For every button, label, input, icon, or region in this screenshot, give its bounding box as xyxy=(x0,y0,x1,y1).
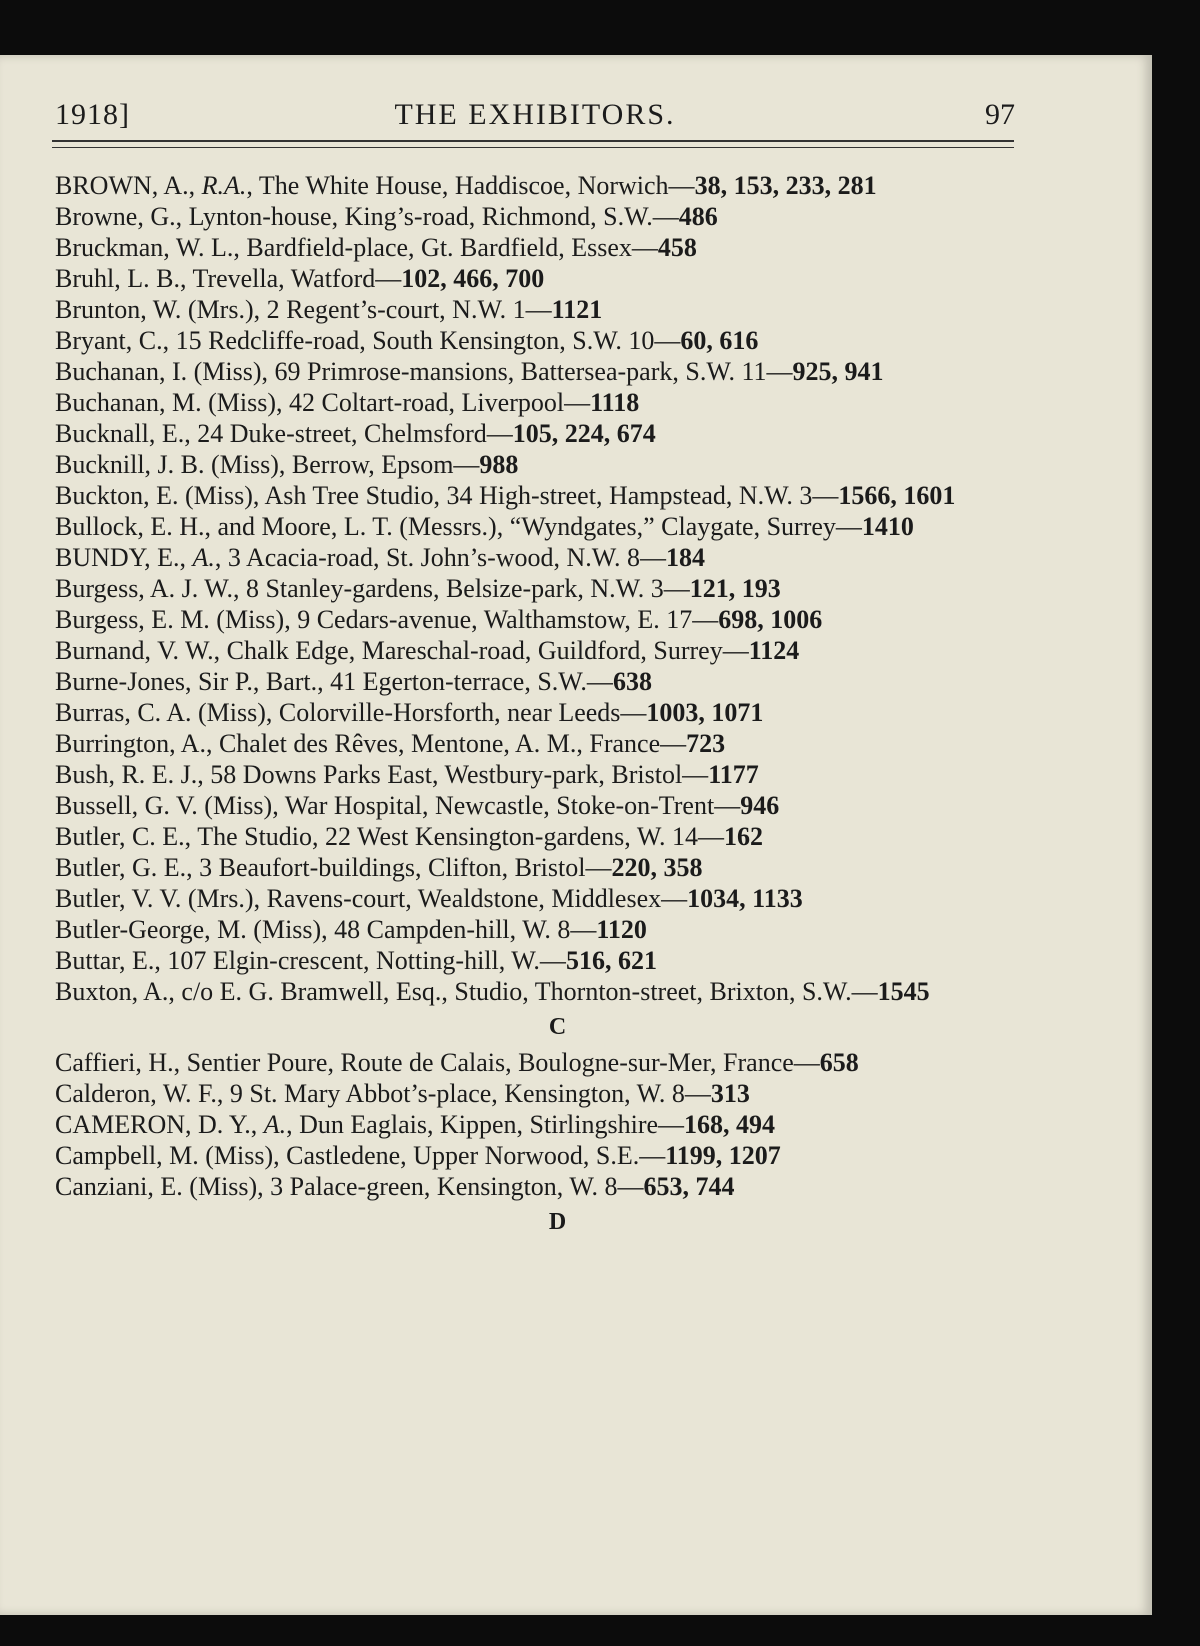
entry-catalogue-numbers: 946 xyxy=(740,791,780,820)
entry-catalogue-numbers: 925, 941 xyxy=(792,357,884,386)
exhibitor-entry xyxy=(55,511,1020,542)
entry-name: Caffieri, H., Sentier Poure, Route de Calais, Boulogne-sur-Mer, France— xyxy=(55,1048,820,1077)
entry-name: Bruckman, W. L., Bardfield-place, Gt. Bardfield, Essex— xyxy=(55,233,658,262)
entry-honour: A. xyxy=(263,1110,287,1139)
entry-catalogue-numbers: 168, 494 xyxy=(684,1110,776,1139)
entry-catalogue-numbers: 313 xyxy=(710,1079,750,1108)
exhibitor-entry xyxy=(55,821,1020,852)
entry-catalogue-numbers: 1199, 1207 xyxy=(665,1141,781,1170)
header-rule xyxy=(52,140,1014,148)
entry-catalogue-numbers: 988 xyxy=(479,450,519,479)
entry-name: Campbell, M. (Miss), Castledene, Upper Norwood, S.E.— xyxy=(55,1141,666,1170)
entry-name: Buchanan, M. (Miss), 42 Coltart-road, Liverpool— xyxy=(55,388,591,417)
exhibitor-entry xyxy=(55,480,1020,511)
entry-name: Bryant, C., 15 Redcliffe-road, South Kensington, S.W. 10— xyxy=(55,326,681,355)
entry-catalogue-numbers: 516, 621 xyxy=(565,946,657,975)
page-number: 97 xyxy=(985,98,1015,131)
entry-catalogue-numbers: 638 xyxy=(612,667,652,696)
entry-address: , Dun Eaglais, Kippen, Stirlingshire— xyxy=(286,1110,685,1139)
entry-name: Bucknill, J. B. (Miss), Berrow, Epsom— xyxy=(55,450,480,479)
entry-name: Butler-George, M. (Miss), 48 Campden-hill, W. 8— xyxy=(55,915,597,944)
entry-honour: A. xyxy=(192,543,215,572)
exhibitor-entry xyxy=(55,542,1020,573)
entry-name: Butler, C. E., The Studio, 22 West Kensington-gardens, W. 14— xyxy=(55,822,724,851)
exhibitor-entry xyxy=(55,1140,1020,1171)
running-header xyxy=(55,98,1015,142)
exhibitor-entry xyxy=(55,418,1020,449)
exhibitor-entry xyxy=(55,232,1020,263)
entry-name: Brunton, W. (Mrs.), 2 Regent’s-court, N.W. 1— xyxy=(55,295,552,324)
entry-name: Burnand, V. W., Chalk Edge, Mareschal-road, Guildford, Surrey— xyxy=(55,636,749,665)
entry-name: Buttar, E., 107 Elgin-crescent, Notting-hill, W.— xyxy=(55,946,566,975)
exhibitor-entry xyxy=(55,666,1020,697)
entry-name: Calderon, W. F., 9 St. Mary Abbot’s-place, Kensington, W. 8— xyxy=(55,1079,711,1108)
entry-name: BUNDY, E., xyxy=(55,543,193,572)
exhibitor-entry xyxy=(55,635,1020,666)
exhibitor-entry xyxy=(55,356,1020,387)
entry-name: Bullock, E. H., and Moore, L. T. (Messrs.), “Wyndgates,” Claygate, Surrey— xyxy=(55,512,862,541)
entry-catalogue-numbers: 698, 1006 xyxy=(718,605,823,634)
exhibitor-entry xyxy=(55,170,1020,201)
entry-catalogue-numbers: 60, 616 xyxy=(680,326,759,355)
entry-name: Bruhl, L. B., Trevella, Watford— xyxy=(55,264,402,293)
entry-catalogue-numbers: 658 xyxy=(819,1048,859,1077)
entry-catalogue-numbers: 1121 xyxy=(551,295,603,324)
exhibitor-entry xyxy=(55,728,1020,759)
entry-name: Browne, G., Lynton-house, King’s-road, Richmond, S.W.— xyxy=(55,202,679,231)
section-c-entries xyxy=(55,1047,1020,1202)
exhibitor-entry xyxy=(55,914,1020,945)
exhibitor-entry xyxy=(55,945,1020,976)
entry-catalogue-numbers: 723 xyxy=(686,729,726,758)
entry-address: , 3 Acacia-road, St. John’s-wood, N.W. 8— xyxy=(214,543,666,572)
entry-name: Butler, G. E., 3 Beaufort-buildings, Clifton, Bristol— xyxy=(55,853,612,882)
entry-catalogue-numbers: 1118 xyxy=(590,388,640,417)
entry-name: Burgess, A. J. W., 8 Stanley-gardens, Belsize-park, N.W. 3— xyxy=(55,574,690,603)
exhibitor-entry xyxy=(55,976,1020,1007)
section-letter-d: D xyxy=(548,1209,567,1235)
section-letter-c: C xyxy=(548,1014,567,1040)
exhibitor-entry xyxy=(55,1047,1020,1078)
entry-name: Bush, R. E. J., 58 Downs Parks East, Westbury-park, Bristol— xyxy=(55,760,709,789)
entry-name: BROWN, A., xyxy=(55,171,202,200)
entry-catalogue-numbers: 102, 466, 700 xyxy=(401,264,545,293)
exhibitor-entry xyxy=(55,449,1020,480)
entry-catalogue-numbers: 1124 xyxy=(748,636,800,665)
entry-honour: R.A. xyxy=(201,171,247,200)
exhibitor-entry xyxy=(55,790,1020,821)
header-year: 1918] xyxy=(55,98,130,131)
header-title: THE EXHIBITORS. xyxy=(394,98,676,131)
exhibitor-entry xyxy=(55,1078,1020,1109)
entry-name: Buckton, E. (Miss), Ash Tree Studio, 34 High-street, Hampstead, N.W. 3— xyxy=(55,481,839,510)
entry-name: Burne-Jones, Sir P., Bart., 41 Egerton-terrace, S.W.— xyxy=(55,667,613,696)
exhibitor-entry xyxy=(55,263,1020,294)
entry-name: Burras, C. A. (Miss), Colorville-Horsforth, near Leeds— xyxy=(55,698,647,727)
exhibitor-entry xyxy=(55,1109,1020,1140)
entry-name: Butler, V. V. (Mrs.), Ravens-court, Wealdstone, Middlesex— xyxy=(55,884,688,913)
entry-catalogue-numbers: 653, 744 xyxy=(643,1172,735,1201)
exhibitor-entry xyxy=(55,697,1020,728)
entry-catalogue-numbers: 220, 358 xyxy=(611,853,703,882)
entry-catalogue-numbers: 1566, 1601 xyxy=(838,481,956,510)
entry-name: Buchanan, I. (Miss), 69 Primrose-mansions, Battersea-park, S.W. 11— xyxy=(55,357,793,386)
entry-catalogue-numbers: 1545 xyxy=(877,977,930,1006)
entry-catalogue-numbers: 38, 153, 233, 281 xyxy=(694,171,877,200)
entry-catalogue-numbers: 1034, 1133 xyxy=(687,884,803,913)
entry-catalogue-numbers: 1120 xyxy=(596,915,647,944)
exhibitor-list xyxy=(55,170,1020,1242)
entry-catalogue-numbers: 486 xyxy=(678,202,718,231)
entry-name: Burrington, A., Chalet des Rêves, Mentone, A. M., France— xyxy=(55,729,687,758)
exhibitor-entry xyxy=(55,604,1020,635)
entry-catalogue-numbers: 1410 xyxy=(861,512,914,541)
entry-name: CAMERON, D. Y., xyxy=(55,1110,264,1139)
exhibitor-entry xyxy=(55,852,1020,883)
entry-catalogue-numbers: 458 xyxy=(657,233,697,262)
entry-name: Bussell, G. V. (Miss), War Hospital, Newcastle, Stoke-on-Trent— xyxy=(55,791,741,820)
exhibitor-entry xyxy=(55,201,1020,232)
entry-name: Buxton, A., c/o E. G. Bramwell, Esq., Studio, Thornton-street, Brixton, S.W.— xyxy=(55,977,878,1006)
entry-catalogue-numbers: 184 xyxy=(665,543,705,572)
exhibitor-entry xyxy=(55,387,1020,418)
section-b-entries xyxy=(55,170,1020,1007)
entry-name: Canziani, E. (Miss), 3 Palace-green, Kensington, W. 8— xyxy=(55,1172,644,1201)
entry-catalogue-numbers: 121, 193 xyxy=(689,574,781,603)
exhibitor-entry xyxy=(55,294,1020,325)
exhibitor-entry xyxy=(55,759,1020,790)
exhibitor-entry xyxy=(55,883,1020,914)
exhibitor-entry xyxy=(55,325,1020,356)
entry-name: Bucknall, E., 24 Duke-street, Chelmsford— xyxy=(55,419,513,448)
entry-catalogue-numbers: 105, 224, 674 xyxy=(512,419,656,448)
exhibitor-entry xyxy=(55,573,1020,604)
exhibitor-entry xyxy=(55,1171,1020,1202)
entry-catalogue-numbers: 162 xyxy=(723,822,763,851)
entry-catalogue-numbers: 1177 xyxy=(708,760,759,789)
entry-name: Burgess, E. M. (Miss), 9 Cedars-avenue, Walthamstow, E. 17— xyxy=(55,605,719,634)
entry-catalogue-numbers: 1003, 1071 xyxy=(646,698,764,727)
entry-address: , The White House, Haddiscoe, Norwich— xyxy=(246,171,695,200)
